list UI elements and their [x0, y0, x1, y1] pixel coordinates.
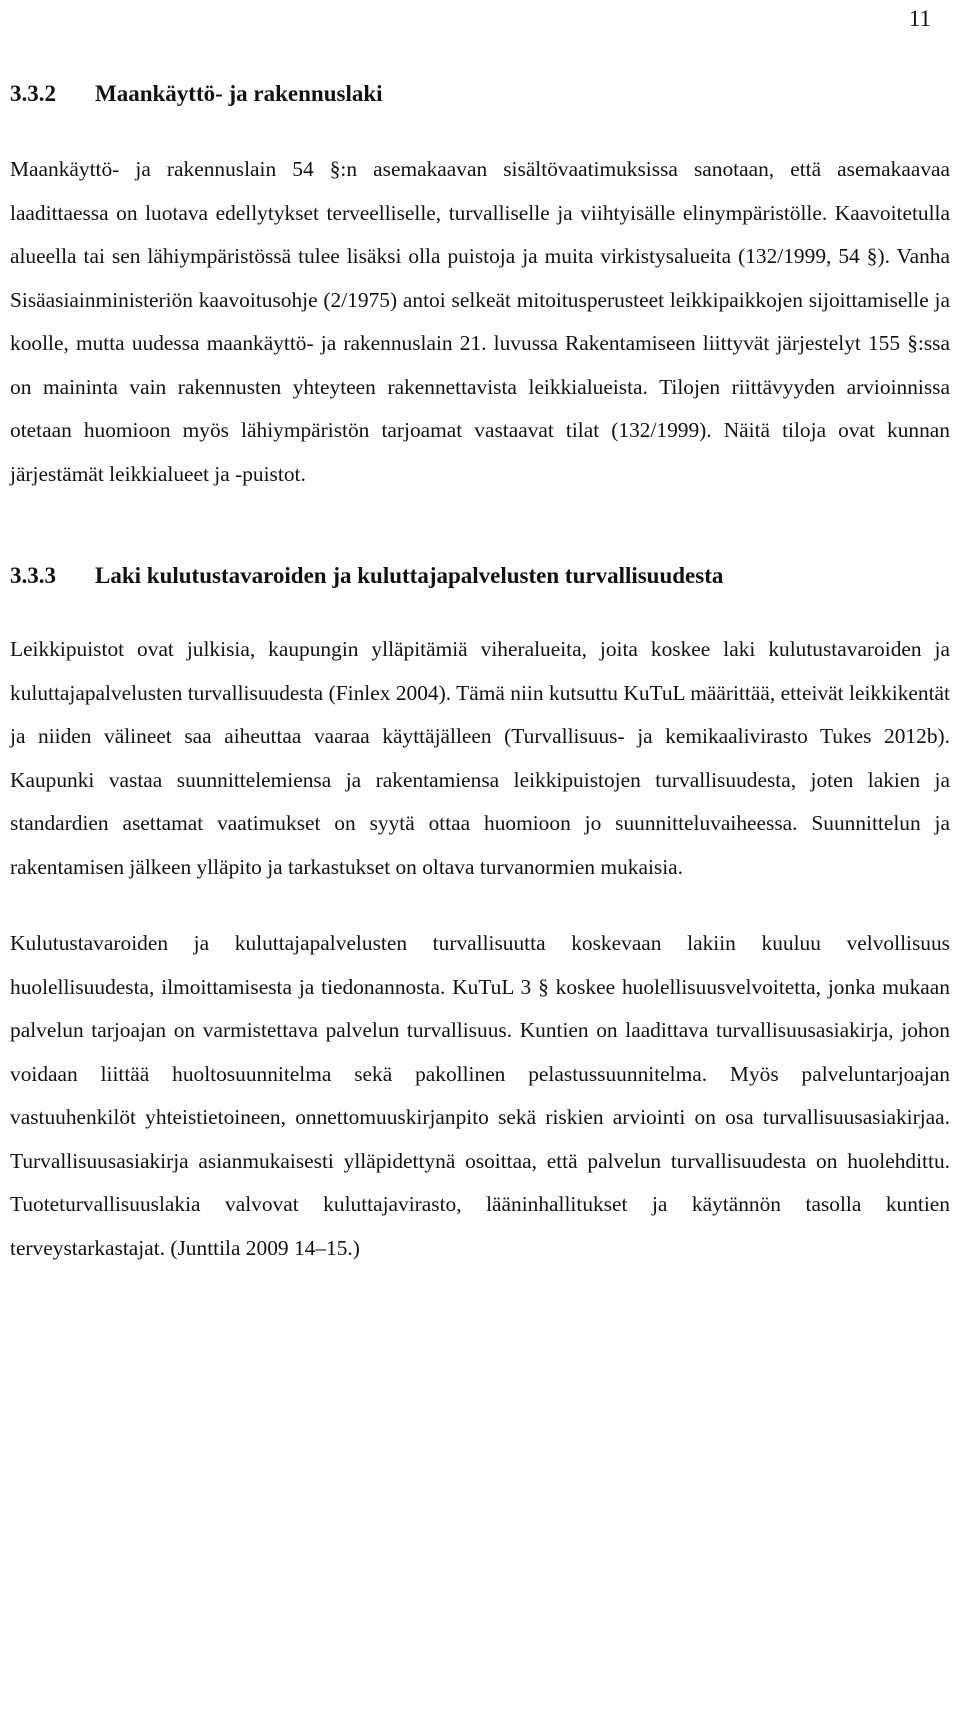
section-heading	[10, 556, 950, 596]
paragraph: Leikkipuistot ovat julkisia, kaupungin ylläpitämiä viheralueita, joita koskee laki kulutustavaroiden ja kuluttajapalvelusten turvallisuudesta (Finlex 2004). Tämä niin kutsuttu KuTuL määrittää, etteivät leikkikentät ja niiden välineet saa aiheuttaa vaaraa käyttäjälleen (Turvallisuus- ja kemikaalivirasto Tukes 2012b). Kaupunki vastaa suunnittelemiensa ja rakentamiensa leikkipuistojen turvallisuudesta, joten lakien ja standardien asettamat vaatimukset on syytä ottaa huomioon jo suunnitteluvaiheessa. Suunnittelun ja rakentamisen jälkeen ylläpito ja tarkastukset on oltava turvanormien mukaisia.	[10, 637, 950, 879]
section-heading	[10, 74, 950, 114]
page-number: 11	[908, 6, 931, 31]
section-number: 3.3.3	[10, 563, 56, 588]
section-title: Laki kulutustavaroiden ja kuluttajapalvelusten turvallisuudesta	[95, 563, 724, 588]
paragraph: Maankäyttö- ja rakennuslain 54 §:n asemakaavan sisältövaatimuksissa sanotaan, että asemakaavaa laadittaessa on luotava edellytykset terveelliselle, turvalliselle ja viihtyisälle elinympäristölle. Kaavoitetulla alueella tai sen lähiympäristössä tulee lisäksi olla puistoja ja muita virkistysalueita (132/1999, 54 §). Vanha Sisäasiainministeriön kaavoitusohje (2/1975) antoi selkeät mitoitusperusteet leikkipaikkojen sijoittamiselle ja koolle, mutta uudessa maankäyttö- ja rakennuslain 21. luvussa Rakentamiseen liittyvät järjestelyt 155 §:ssa on maininta vain rakennusten yhteyteen rakennettavista leikkialueista. Tilojen riittävyyden arvioinnissa otetaan huomioon myös lähiympäristön tarjoamat vastaavat tilat (132/1999). Näitä tiloja ovat kunnan järjestämät leikkialueet ja -puistot.	[10, 157, 950, 486]
paragraph: Kulutustavaroiden ja kuluttajapalvelusten turvallisuutta koskevaan lakiin kuuluu velvollisuus huolellisuudesta, ilmoittamisesta ja tiedonannosta. KuTuL 3 § koskee huolellisuusvelvoitetta, jonka mukaan palvelun tarjoajan on varmistettava palvelun turvallisuus. Kuntien on laadittava turvallisuusasiakirja, johon voidaan liittää huoltosuunnitelma sekä pakollinen pelastussuunnitelma. Myös palveluntarjoajan vastuuhenkilöt yhteistietoineen, onnettomuuskirjanpito sekä riskien arviointi on osa turvallisuusasiakirjaa. Turvallisuusasiakirja asianmukaisesti ylläpidettynä osoittaa, että palvelun turvallisuudesta on huolehdittu. Tuoteturvallisuuslakia valvovat kuluttajavirasto, lääninhallitukset ja käytännön tasolla kuntien terveystarkastajat. (Junttila 2009 14–15.)	[10, 931, 950, 1260]
document-body	[10, 74, 950, 1270]
section-number: 3.3.2	[10, 81, 56, 106]
section-title: Maankäyttö- ja rakennuslaki	[95, 81, 383, 106]
